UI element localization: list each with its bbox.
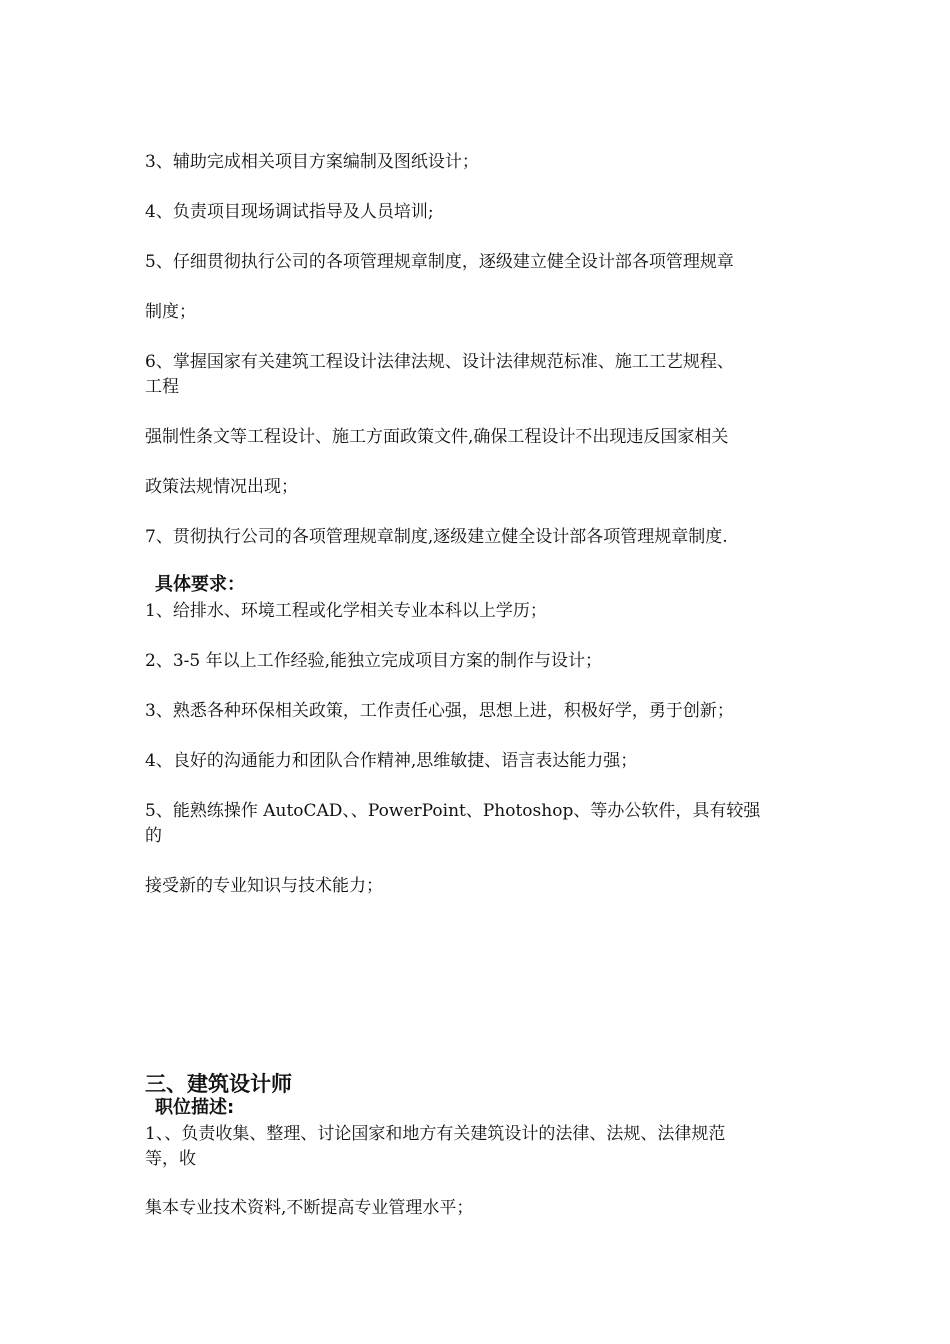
duty-line-3: 3、辅助完成相关项目方案编制及图纸设计；: [145, 152, 479, 172]
requirement-line-5: 5、能熟练操作 AutoCAD、、PowerPoint、Photoshop、等办公软件，具有较强: [145, 801, 761, 821]
duty-line-5: 5、仔细贯彻执行公司的各项管理规章制度，逐级建立健全设计部各项管理规章: [145, 252, 734, 272]
section-title: 三、建筑设计师: [145, 1072, 292, 1096]
requirement-line-2: 2、3-5 年以上工作经验,能独立完成项目方案的制作与设计；: [145, 651, 602, 671]
description-line-1-wrap: 等，收: [145, 1149, 196, 1169]
requirement-line-5-cont: 接受新的专业知识与技术能力；: [145, 876, 383, 896]
description-heading: 职位描述:: [155, 1097, 235, 1118]
description-line-1-cont: 集本专业技术资料,不断提高专业管理水平；: [145, 1198, 474, 1218]
duty-line-5-cont: 制度；: [145, 302, 196, 322]
description-line-1: 1、、负责收集、整理、讨论国家和地方有关建筑设计的法律、法规、法律规范: [145, 1124, 726, 1144]
requirement-line-3: 3、熟悉各种环保相关政策，工作责任心强，思想上进，积极好学，勇于创新；: [145, 701, 734, 721]
duty-line-6-cont-2: 政策法规情况出现；: [145, 477, 298, 497]
duty-line-7: 7、贯彻执行公司的各项管理规章制度,逐级建立健全设计部各项管理规章制度.: [145, 527, 728, 547]
duty-line-6-wrap: 工程: [145, 377, 179, 397]
requirements-heading: 具体要求：: [155, 574, 245, 595]
duty-line-4: 4、负责项目现场调试指导及人员培训;: [145, 202, 434, 222]
requirement-line-4: 4、良好的沟通能力和团队合作精神,思维敏捷、语言表达能力强；: [145, 751, 638, 771]
requirement-line-5-wrap: 的: [145, 826, 162, 846]
duty-line-6-cont: 强制性条文等工程设计、施工方面政策文件,确保工程设计不出现违反国家相关: [145, 427, 729, 447]
requirement-line-1: 1、给排水、环境工程或化学相关专业本科以上学历；: [145, 601, 547, 621]
duty-line-6: 6、掌握国家有关建筑工程设计法律法规、设计法律规范标准、施工工艺规程、: [145, 352, 734, 372]
